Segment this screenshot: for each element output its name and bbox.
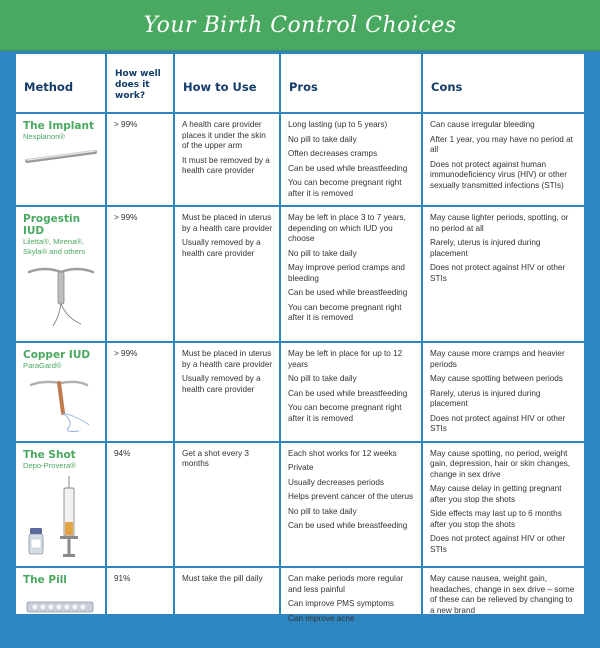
con-item: May cause delay in getting pregnant after you stop the shots — [430, 484, 562, 504]
birth-control-table — [16, 54, 584, 623]
page-title: Your Birth Control Choices — [143, 13, 457, 38]
pro-item: Often decreases cramps — [288, 149, 378, 158]
pro-item: Can be used while breastfeeding — [288, 388, 408, 398]
method-cell — [16, 567, 106, 647]
how-cell — [174, 567, 280, 647]
header-row — [16, 54, 584, 113]
pro-item: Each shot works for 12 weeks — [288, 448, 397, 458]
method-cell — [16, 206, 106, 342]
con-item: May cause lighter periods, spotting, or no period at all — [430, 213, 569, 233]
how-item: It must be removed by a health care provider — [182, 155, 270, 175]
method-name: The Implant — [23, 120, 94, 132]
method-name: Progestin IUD — [23, 213, 81, 237]
pro-item: May be left in place 3 to 7 years, depending on which IUD you choose — [288, 213, 406, 243]
header-how-well: How well does it work? — [106, 54, 174, 113]
pro-item: No pill to take daily — [288, 506, 357, 516]
pro-item: You can become pregnant right after it is removed — [288, 403, 402, 423]
pros-cell — [280, 342, 422, 442]
cons-cell — [422, 342, 584, 442]
method-brand: ParaGard® — [23, 361, 62, 370]
how-item: Must be placed in uterus by a health care provider — [182, 349, 273, 369]
pro-item: Private — [288, 463, 314, 472]
method-cell — [16, 342, 106, 442]
cons-cell — [422, 567, 584, 647]
pros-cell — [280, 567, 422, 647]
table-row — [16, 113, 584, 206]
pro-item: No pill to take daily — [288, 134, 357, 144]
header-how-to-use: How to Use — [174, 54, 280, 113]
method-name: Copper IUD — [23, 349, 91, 361]
rate-cell: > 99% — [106, 206, 174, 342]
pro-item: Can improve PMS symptoms — [288, 599, 395, 608]
con-item: Does not protect against HIV or other STIs — [430, 263, 566, 283]
pro-item: Can be used while breastfeeding — [288, 521, 408, 530]
pro-item: No pill to take daily — [288, 248, 357, 258]
pros-cell — [280, 442, 422, 568]
table-row — [16, 342, 584, 442]
con-item: Does not protect against HIV or other STIs — [430, 534, 566, 554]
pro-item: You can become pregnant right after it is removed — [288, 178, 402, 198]
pro-item: Long lasting (up to 5 years) — [288, 120, 388, 129]
how-cell — [174, 442, 280, 568]
pro-item: No pill to take daily — [288, 374, 357, 383]
pro-item: Can be used while breastfeeding — [288, 163, 408, 173]
method-cell — [16, 442, 106, 568]
pros-cell — [280, 113, 422, 206]
copper-iud-illustration — [23, 377, 99, 435]
how-item: Usually removed by a health care provider — [182, 374, 261, 394]
con-item: After 1 year, you may have no period at all — [430, 134, 573, 154]
how-item: Must take the pill daily — [182, 574, 263, 583]
rate-cell: > 99% — [106, 113, 174, 206]
method-brand: Nexplanon® — [23, 132, 65, 141]
how-item: Must be placed in uterus by a health care provider — [182, 213, 273, 233]
method-brand: Depo-Provera® — [23, 460, 76, 470]
cons-cell — [422, 442, 584, 568]
header-cons: Cons — [422, 54, 584, 113]
pro-item: Can improve acne — [288, 613, 355, 623]
method-cell — [16, 113, 106, 206]
pro-item: Helps prevent cancer of the uterus — [288, 492, 414, 501]
rate-cell: > 99% — [106, 342, 174, 442]
pill-pack-illustration — [23, 592, 99, 612]
con-item: May cause spotting between periods — [430, 374, 563, 383]
con-item: Rarely, uterus is injured during placement — [430, 388, 541, 408]
pro-item: May improve period cramps and bleeding — [288, 263, 405, 283]
pro-item: You can become pregnant right after it is removed — [288, 302, 402, 322]
con-item: Does not protect against HIV or other STIs — [430, 413, 566, 433]
pro-item: May be left in place for up to 12 years — [288, 349, 403, 369]
how-cell — [174, 342, 280, 442]
how-cell — [174, 113, 280, 206]
table-row — [16, 442, 584, 568]
con-item: Does not protect against human immunodeficiency virus (HIV) or other sexually transmitted infections (STIs) — [430, 159, 567, 190]
table-row — [16, 206, 584, 342]
implant-rod-illustration — [23, 148, 99, 164]
cons-cell — [422, 113, 584, 206]
con-item: May cause spotting, no period, weight gain, depression, hair or skin changes, change in sex drive — [430, 448, 571, 479]
con-item: Rarely, uterus is injured during placement — [430, 238, 541, 258]
table-row — [16, 567, 584, 647]
pro-item: Can be used while breastfeeding — [288, 288, 408, 297]
header-method: Method — [16, 54, 106, 113]
header-pros: Pros — [280, 54, 422, 113]
how-item: A health care provider places it under the skin of the upper arm — [182, 120, 266, 150]
pro-item: Can make periods more regular and less painful — [288, 574, 404, 594]
title-banner — [0, 0, 600, 51]
how-item: Get a shot every 3 months — [182, 448, 249, 468]
how-item: Usually removed by a health care provider — [182, 238, 261, 258]
con-item: Can cause irregular bleeding — [430, 120, 535, 129]
con-item: May cause more cramps and heavier periods — [430, 349, 565, 369]
method-name: The Shot — [23, 448, 76, 461]
con-item: May cause nausea, weight gain, headaches, change in sex drive – some of these can be relieved by changing to a new brand — [430, 574, 575, 615]
how-cell — [174, 206, 280, 342]
con-item: Side effects may last up to 6 months after you stop the shots — [430, 509, 562, 529]
pro-item: Usually decreases periods — [288, 477, 385, 487]
pros-cell — [280, 206, 422, 342]
syringe-vial-illustration — [23, 476, 99, 560]
rate-cell: 91% — [106, 567, 174, 647]
method-brand: Liletta®, Mirena®, Skyla® and others — [23, 237, 86, 256]
method-name: The Pill — [23, 574, 67, 586]
comparison-table — [16, 54, 584, 648]
rate-cell: 94% — [106, 442, 174, 568]
cons-cell — [422, 206, 584, 342]
progestin-iud-illustration — [23, 262, 99, 330]
